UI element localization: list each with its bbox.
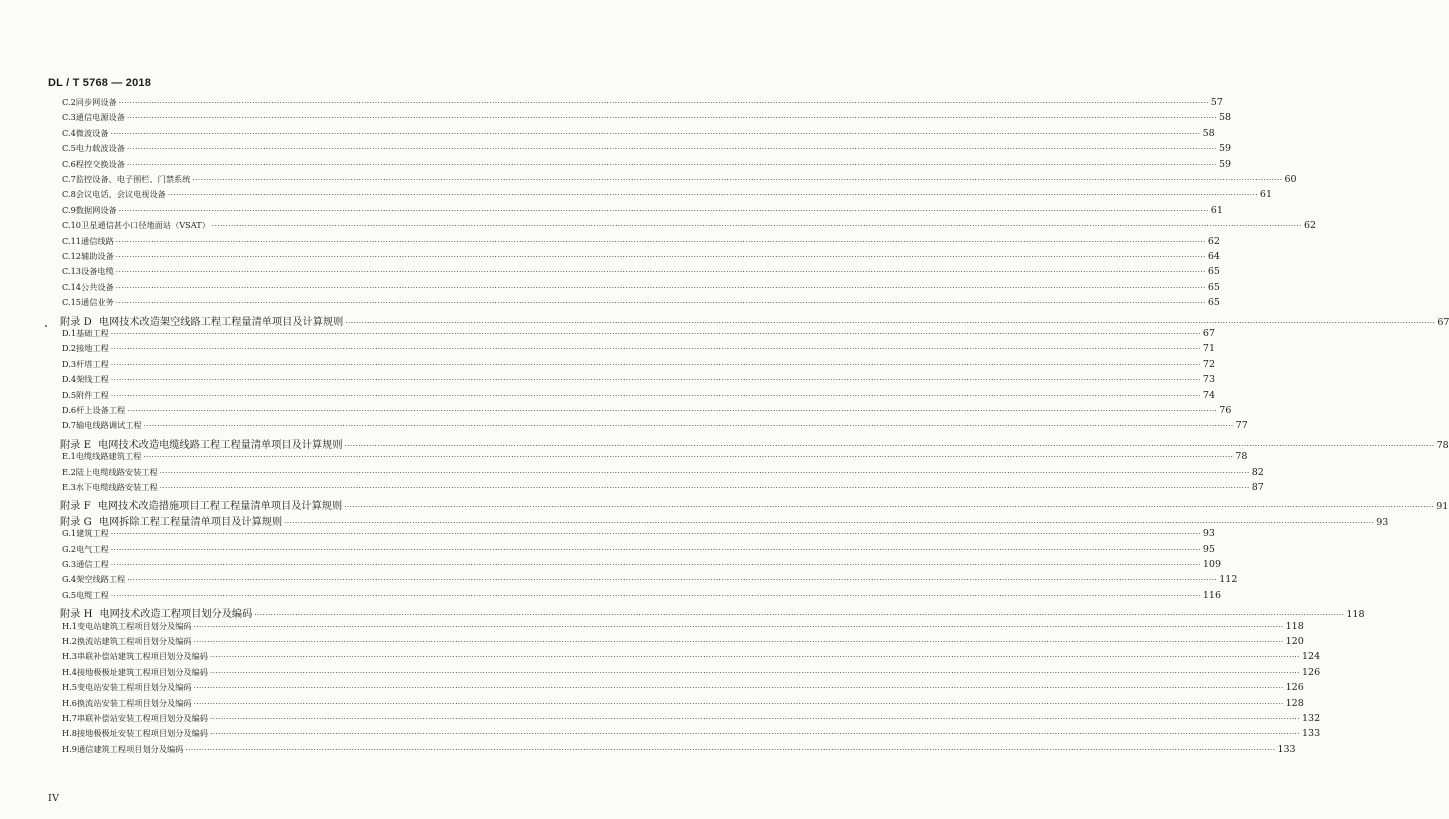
toc-dot-leader: ················································································································································································································································································································································································································ (110, 376, 1201, 385)
toc-entry-page: 87 (1251, 482, 1264, 493)
toc-entry-number: C.14 (62, 281, 81, 292)
toc-entry-page: 112 (1219, 574, 1238, 586)
toc-entry-page: 133 (1277, 743, 1296, 755)
toc-entry-title: 电气工程 (76, 543, 109, 554)
toc-entry-title: 程控交换设备 (75, 158, 125, 169)
toc-entry-title: 监控设备、电子围栏、门禁系统 (75, 174, 191, 184)
toc-entry-number: C.2 (62, 97, 76, 107)
toc-dot-leader: ················································································································································································································································································································································································································ (110, 345, 1201, 354)
toc-entry-page: 65 (1207, 266, 1220, 278)
toc-appendix-entry (0, 313, 1449, 328)
toc-entry (0, 328, 1215, 343)
toc-entry-number: D.1 (62, 328, 77, 338)
toc-entry-page: 61 (1259, 189, 1273, 201)
toc-entry-page: 57 (1210, 97, 1223, 108)
toc-entry-number: H.8 (62, 728, 77, 739)
toc-entry-page: 126 (1302, 666, 1321, 678)
toc-entry-page: 82 (1251, 466, 1264, 478)
toc-entry-number: H.6 (62, 697, 77, 708)
toc-entry-number: C.8 (62, 189, 76, 200)
toc-dot-leader: ················································································································································································································································································································································································································ (209, 668, 1301, 677)
toc-entry-page: 62 (1207, 235, 1220, 247)
toc-entry (0, 189, 1273, 204)
toc-entry-title: 基础工程 (76, 328, 109, 338)
toc-entry-number: E.2 (62, 466, 76, 477)
toc-entry-page: 116 (1202, 589, 1222, 601)
toc-entry-number: H.1 (62, 620, 77, 631)
toc-entry-number: 附录 H (60, 609, 93, 621)
toc-entry-title: 架线工程 (76, 374, 109, 385)
toc-dot-leader: ················································································································································································································································································································································································································ (344, 441, 1435, 450)
toc-entry-page: 109 (1202, 559, 1222, 570)
toc-entry-number: 附录 E (60, 439, 92, 451)
toc-entry-page: 126 (1285, 682, 1304, 694)
toc-entry (0, 589, 1222, 605)
toc-entry-number: C.12 (62, 251, 81, 261)
toc-entry (0, 358, 1215, 374)
toc-dot-leader: ················································································································································································································································································································································································································ (211, 222, 1302, 231)
toc-dot-leader: ················································································································································································································································································································································································································ (193, 684, 1284, 693)
toc-entry-page: 60 (1284, 174, 1297, 185)
toc-dot-leader: ················································································································································································································································································································································································································ (115, 237, 1206, 246)
toc-entry-number: C.10 (62, 220, 81, 231)
toc-dot-leader: ················································································································································································································································································································································································································ (118, 206, 1209, 215)
toc-entry-title: 辅助设备 (81, 251, 114, 261)
toc-entry-number: G.4 (62, 574, 77, 585)
toc-entry (0, 713, 1321, 728)
toc-entry-number: C.13 (62, 266, 81, 277)
toc-dot-leader: ················································································································································································································································································································································································································ (110, 330, 1201, 338)
toc-entry-title: 输电线路调试工程 (76, 420, 142, 431)
toc-entry-number: 附录 G (60, 516, 92, 528)
toc-entry-page: 93 (1376, 516, 1389, 528)
toc-entry-title: 卫星通信甚小口径地面站（VSAT） (81, 220, 210, 231)
toc-entry-title: 换流站安装工程项目划分及编码 (76, 697, 192, 708)
toc-entry-title: 电网技术改造工程项目划分及编码 (99, 609, 253, 621)
toc-entry-title: 微波设备 (75, 127, 109, 138)
toc-entry-page: 59 (1218, 158, 1232, 170)
toc-dot-leader: ················································································································································································································································································································································································································ (344, 503, 1435, 512)
toc-entry (0, 466, 1264, 482)
toc-entry (0, 528, 1215, 543)
toc-dot-leader: ················································································································································································································································································································································································································ (110, 591, 1201, 600)
toc-entry-page: 124 (1302, 651, 1321, 663)
toc-dot-leader: ················································································································································································································································································································································································································ (115, 299, 1206, 308)
toc-dot-leader: ················································································································································································································································································································································································································ (209, 730, 1301, 739)
toc-dot-leader: ················································································································································································································································································································································································································ (115, 253, 1206, 261)
toc-entry-number: H.3 (62, 651, 77, 662)
toc-dot-leader: ················································································································································································································································································································································································································ (118, 99, 1209, 107)
toc-entry-page: 64 (1207, 251, 1220, 262)
toc-entry (0, 743, 1296, 759)
toc-entry-number: G.5 (62, 589, 77, 600)
toc-entry-page: 61 (1210, 204, 1223, 216)
toc-entry (0, 420, 1248, 435)
toc-entry-title: 通信业务 (81, 297, 114, 308)
toc-dot-leader: ················································································································································································································································································································································································································ (110, 545, 1201, 554)
toc-entry-title: 通信线路 (81, 235, 114, 246)
toc-dot-leader: ················································································································································································································································································································································································································ (254, 611, 1345, 620)
toc-entry-title: 建筑工程 (76, 528, 109, 539)
toc-entry-title: 接地极极址安装工程项目划分及编码 (76, 728, 208, 739)
toc-entry-title: 串联补偿站安装工程项目划分及编码 (76, 713, 208, 723)
toc-entry (0, 697, 1304, 713)
toc-entry-title: 变电站安装工程项目划分及编码 (76, 682, 192, 693)
toc-entry-title: 电缆线路建筑工程 (75, 451, 142, 462)
toc-entry-number: D.7 (62, 420, 77, 431)
toc-entry-number: C.9 (62, 204, 76, 215)
toc-entry (0, 235, 1220, 251)
toc-dot-leader: ················································································································································································································································································································································································································ (284, 518, 1375, 527)
toc-appendix-entry (0, 436, 1449, 451)
toc-entry-number: 附录 D (60, 316, 92, 328)
toc-dot-leader: ················································································································································································································································································································································································································ (143, 422, 1234, 431)
toc-dot-leader: ················································································································································································································································································································································································································ (192, 176, 1283, 184)
toc-dot-leader: ················································································································································································································································································································································································································ (110, 360, 1201, 369)
toc-entry (0, 451, 1248, 466)
toc-dot-leader: ················································································································································································································································································································································································································ (193, 638, 1284, 646)
toc-entry-number: D.4 (62, 374, 77, 385)
toc-entry-number: D.3 (62, 358, 77, 369)
toc-entry-title: 接地极极址建筑工程项目划分及编码 (76, 666, 208, 677)
margin-speck (45, 325, 47, 327)
toc-entry (0, 158, 1232, 174)
toc-dot-leader: ················································································································································································································································································································································································································ (126, 160, 1217, 169)
toc-entry (0, 405, 1232, 420)
toc-entry-page: 74 (1202, 389, 1215, 401)
toc-entry (0, 251, 1220, 266)
toc-entry (0, 204, 1223, 220)
toc-dot-leader: ················································································································································································································································································································································································································ (115, 283, 1206, 292)
toc-entry-page: 120 (1285, 636, 1304, 647)
toc-entry-number: E.1 (62, 451, 76, 462)
toc-entry-title: 架空线路工程 (76, 574, 126, 585)
toc-entry-number: G.1 (62, 528, 77, 539)
toc-entry (0, 281, 1220, 297)
toc-dot-leader: ················································································································································································································································································································································································································ (110, 391, 1201, 400)
toc-entry-title: 杆上设备工程 (76, 405, 126, 415)
toc-entry-title: 公共设备 (81, 281, 114, 292)
toc-entry (0, 620, 1304, 636)
toc-entry-title: 会议电话、会议电视设备 (75, 189, 166, 200)
toc-entry (0, 682, 1304, 697)
toc-entry-page: 59 (1218, 143, 1232, 155)
toc-entry-page: 78 (1235, 451, 1248, 463)
toc-dot-leader: ················································································································································································································································································································································································································ (110, 530, 1201, 539)
toc-entry-title: 换流站建筑工程项目划分及编码 (76, 636, 192, 646)
toc-dot-leader: ················································································································································································································································································································································································································ (167, 191, 1258, 200)
toc-entry (0, 389, 1215, 405)
toc-dot-leader: ················································································································································································································································································································································································································ (127, 407, 1218, 415)
toc-dot-leader: ················································································································································································································································································································································································································ (209, 715, 1301, 723)
toc-appendix-entry (0, 513, 1389, 528)
toc-entry (0, 112, 1232, 127)
toc-entry (0, 728, 1321, 743)
toc-entry-number: D.5 (62, 389, 77, 400)
toc-entry-page: 67 (1437, 316, 1449, 328)
toc-entry-title: 陆上电缆线路安装工程 (75, 466, 158, 477)
toc-entry-number: C.3 (62, 112, 76, 123)
toc-entry (0, 651, 1321, 666)
toc-entry-number: 附录 F (60, 501, 91, 513)
toc-entry-page: 72 (1202, 358, 1215, 370)
toc-entry-title: 电网技术改造措施项目工程工程量清单项目及计算规则 (97, 501, 343, 513)
toc-entry (0, 174, 1297, 189)
toc-entry-title: 串联补偿站建筑工程项目划分及编码 (76, 651, 208, 662)
toc-entry-page: 118 (1346, 609, 1365, 621)
toc-entry-number: C.5 (62, 143, 76, 154)
toc-appendix-entry (0, 605, 1365, 621)
toc-entry-title: 杆塔工程 (76, 358, 109, 369)
toc-entry (0, 220, 1317, 235)
toc-entry-page: 62 (1303, 220, 1317, 232)
toc-entry-title: 接地工程 (76, 343, 109, 354)
toc-entry-number: G.3 (62, 559, 77, 569)
toc-entry-title: 电网技术改造电缆线路工程工程量清单项目及计算规则 (98, 439, 343, 451)
toc-entry-page: 58 (1218, 112, 1232, 124)
toc-entry-title: 电网拆除工程工程量清单项目及计算规则 (98, 516, 283, 528)
toc-entry-title: 设备电缆 (81, 266, 114, 277)
toc-entry (0, 127, 1215, 143)
document-code: DL / T 5768 — 2018 (48, 77, 152, 89)
toc-dot-leader: ················································································································································································································································································································································································································ (110, 561, 1201, 569)
toc-entry-page: 73 (1202, 374, 1215, 386)
toc-dot-leader: ················································································································································································································································································································································································································ (159, 484, 1250, 492)
toc-entry-number: D.2 (62, 343, 77, 354)
toc-entry-number: C.6 (62, 158, 76, 169)
page-number-footer: IV (48, 793, 60, 804)
toc-dot-leader: ················································································································································································································································································································································································································ (209, 653, 1301, 662)
toc-entry (0, 97, 1223, 112)
toc-dot-leader: ················································································································································································································································································································································································································ (127, 576, 1218, 585)
toc-dot-leader: ················································································································································································································································································································································································································ (185, 745, 1276, 754)
toc-entry (0, 143, 1232, 158)
toc-dot-leader: ················································································································································································································································································································································································································ (115, 268, 1206, 277)
toc-dot-leader: ················································································································································································································································································································································································································ (345, 318, 1436, 327)
toc-entry-number: C.11 (62, 235, 81, 246)
toc-entry-title: 水下电缆线路安装工程 (75, 482, 158, 492)
toc-entry (0, 482, 1264, 497)
toc-dot-leader: ················································································································································································································································································································································································································ (110, 129, 1201, 138)
toc-entry (0, 374, 1215, 389)
toc-entry-page: 91 (1436, 501, 1449, 513)
toc-dot-leader: ················································································································································································································································································································································································································ (143, 453, 1234, 462)
toc-entry-number: H.9 (62, 743, 77, 754)
toc-entry-page: 65 (1207, 297, 1220, 309)
toc-entry-number: C.7 (62, 174, 76, 184)
toc-entry-page: 71 (1202, 343, 1215, 355)
toc-entry-number: H.7 (62, 713, 77, 723)
toc-entry-number: C.4 (62, 127, 76, 138)
toc-dot-leader: ················································································································································································································································································································································································································ (193, 699, 1284, 708)
toc-entry-title: 数据网设备 (75, 204, 117, 215)
toc-entry (0, 574, 1238, 589)
toc-entry (0, 297, 1220, 312)
toc-entry-title: 通信电源设备 (75, 112, 125, 123)
toc-dot-leader: ················································································································································································································································································································································································································ (159, 468, 1250, 477)
toc-dot-leader: ················································································································································································································································································································································································································ (193, 622, 1284, 631)
toc-entry-title: 变电站建筑工程项目划分及编码 (76, 620, 192, 631)
toc-entry-page: 118 (1285, 620, 1304, 632)
toc-entry-page: 78 (1436, 439, 1449, 451)
toc-entry-page: 133 (1302, 728, 1321, 740)
toc-entry-number: E.3 (62, 482, 76, 492)
toc-dot-leader: ················································································································································································································································································································································································································ (126, 114, 1217, 123)
toc-entry-title: 通信工程 (76, 559, 109, 569)
toc-entry-page: 65 (1207, 281, 1220, 293)
toc-entry-number: G.2 (62, 543, 77, 554)
toc-entry-page: 58 (1202, 127, 1215, 139)
toc-entry-number: H.5 (62, 682, 77, 693)
toc-entry-number: D.6 (62, 405, 77, 415)
toc-entry-title: 电力载波设备 (75, 143, 125, 154)
toc-entry-title: 同步网设备 (75, 97, 117, 107)
toc-entry-page: 67 (1202, 328, 1215, 339)
toc-entry-page: 95 (1202, 543, 1215, 555)
toc-entry-page: 128 (1285, 697, 1304, 709)
toc-entry (0, 343, 1215, 358)
toc-entry-page: 132 (1302, 713, 1321, 724)
toc-entry-page: 93 (1202, 528, 1215, 540)
toc-entry (0, 266, 1220, 281)
toc-entry-page: 76 (1219, 405, 1232, 416)
toc-entry-title: 附件工程 (76, 389, 109, 400)
toc-entry-title: 电缆工程 (76, 589, 109, 600)
toc-entry-number: C.15 (62, 297, 81, 308)
toc-entry-number: H.2 (62, 636, 77, 646)
toc-entry (0, 543, 1215, 559)
toc-entry (0, 666, 1321, 682)
toc-dot-leader: ················································································································································································································································································································································································································ (126, 145, 1217, 154)
toc-entry (0, 559, 1222, 574)
toc-entry-title: 电网技术改造架空线路工程工程量清单项目及计算规则 (98, 316, 344, 328)
toc-entry (0, 636, 1304, 651)
toc-entry-title: 通信建筑工程项目划分及编码 (76, 743, 184, 754)
toc-entry-page: 77 (1235, 420, 1248, 432)
toc-entry-number: H.4 (62, 666, 77, 677)
toc-appendix-entry (0, 497, 1449, 513)
